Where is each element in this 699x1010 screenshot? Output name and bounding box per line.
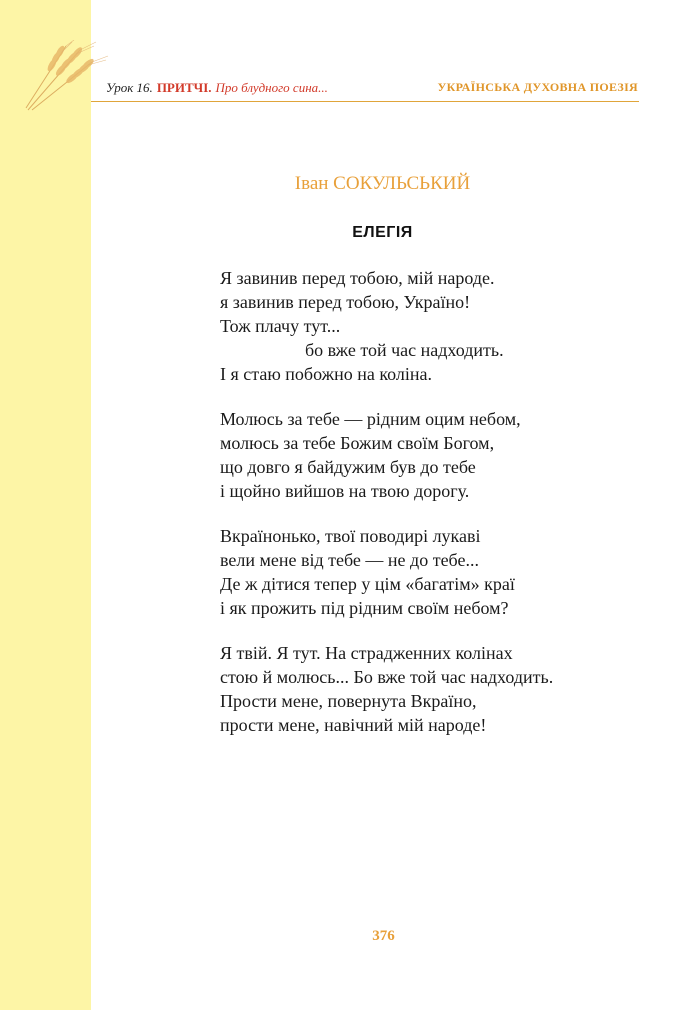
poem-line: я завинив перед тобою, Україно! — [220, 292, 471, 312]
poem-line: Вкраїнонько, твої поводирі лукаві — [220, 526, 481, 546]
header-topic: ПРИТЧІ. — [156, 80, 212, 95]
header-section: УКРАЇНСЬКА ДУХОВНА ПОЕЗІЯ — [437, 80, 638, 94]
poem-title-block — [0, 224, 699, 242]
page-number: 376 — [372, 928, 395, 944]
poem-line: Прости мене, повернута Вкраїно, — [220, 691, 477, 711]
author-name-block — [0, 173, 699, 195]
poem-line: Молюсь за тебе — рідним оцим небом, — [220, 409, 521, 429]
poem-line: Я твій. Я тут. На страдженних колінах — [220, 643, 513, 663]
poem-line: Де ж дітися тепер у цім «багатім» краї — [220, 574, 515, 594]
running-header — [106, 80, 638, 100]
header-lesson: Урок 16. — [106, 80, 153, 95]
author-name: Іван СОКУЛЬСЬКИЙ — [294, 173, 471, 194]
poem-line: І я стаю побожно на коліна. — [220, 364, 433, 384]
poem-line: стою й молюсь... Бо вже той час надходить. — [220, 667, 554, 687]
poem-line: молюсь за тебе Божим своїм Богом, — [220, 433, 495, 453]
poem-line: вели мене від тебе — не до тебе... — [220, 550, 479, 570]
stanza — [220, 524, 620, 620]
poem-line: Я завинив перед тобою, мій народе. — [220, 268, 495, 288]
poem-body — [220, 266, 620, 758]
stanza — [220, 407, 620, 503]
page-number-block — [0, 928, 699, 945]
poem-line: бо вже той час надходить. — [305, 340, 504, 360]
poem-line: і щойно вийшов на твою дорогу. — [220, 481, 470, 501]
side-strip — [0, 0, 91, 1010]
header-subtopic: Про блудного сина... — [215, 80, 328, 95]
poem-line: прости мене, навічний мій народе! — [220, 715, 487, 735]
poem-title: ЕЛЕГІЯ — [352, 224, 413, 241]
stanza — [220, 266, 620, 386]
poem-line: і як прожить під рідним своїм небом? — [220, 598, 509, 618]
poem-line: Тож плачу тут... — [220, 316, 341, 336]
poem-line: що довго я байдужим був до тебе — [220, 457, 476, 477]
stanza — [220, 641, 620, 737]
header-lesson-info — [106, 80, 328, 96]
header-divider — [91, 101, 639, 102]
